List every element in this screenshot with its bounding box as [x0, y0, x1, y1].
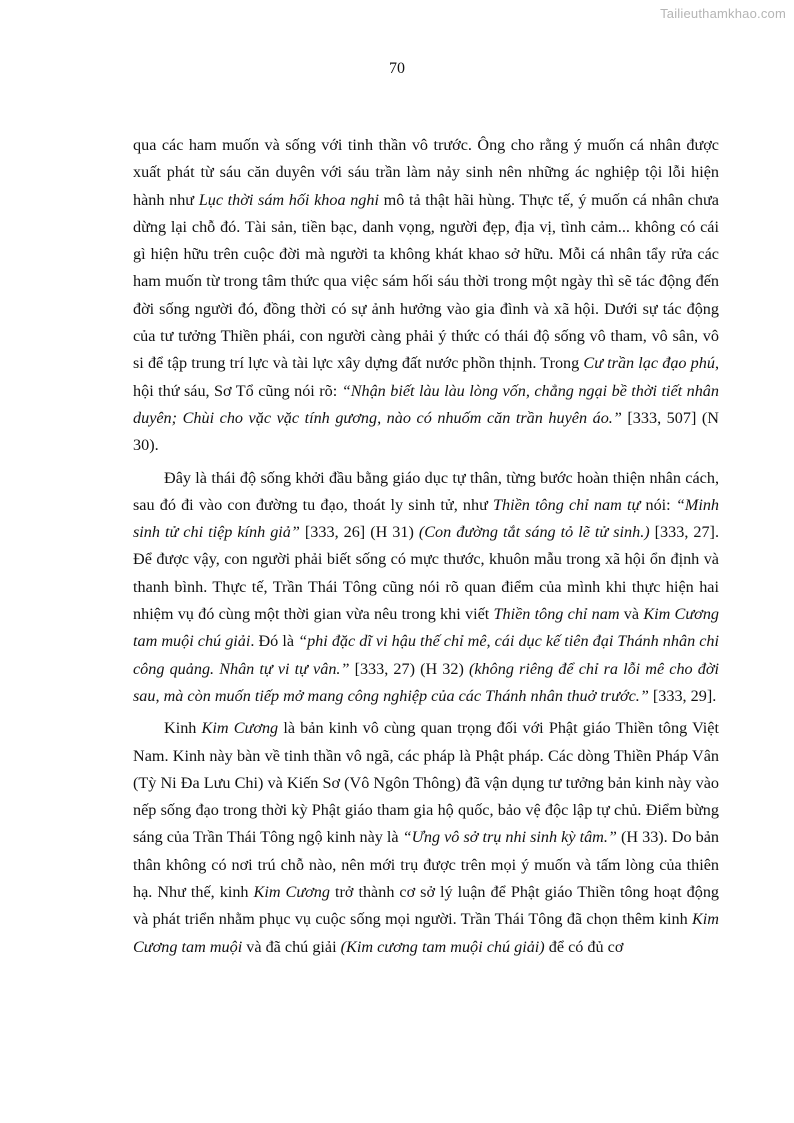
text-segment: và — [619, 605, 644, 624]
paragraph — [133, 465, 719, 711]
text-segment: (H 33). Do bản thân không có nơi trú chỗ nào, nên mới trụ được trên mọi ý muốn và tấm lòng của thiên hạ. Như thế, kinh — [133, 828, 719, 902]
italic-text: “Nhận biết làu làu lòng vốn, chẳng ngại bề thời tiết nhân duyên; Chùi cho vặc vặc tính gương, nào có nhuốm căn trần huyên áo.” — [133, 381, 719, 427]
text-segment: là bản kinh vô cùng quan trọng đối với Phật giáo Thiền tông Việt Nam. Kinh này bàn về tinh thần vô ngã, các pháp là Phật pháp. Các dòng Thiền Pháp Vân (Tỳ Ni Đa Lưu Chi) và Kiến Sơ (Vô Ngôn Thông) đã vận dụng tư tưởng bản kinh này vào nếp sống đạo trong thời kỳ Phật giáo tham gia hộ quốc, bảo vệ độc lập tự chủ. Điểm bừng sáng của Trần Thái Tông ngộ kinh này là — [133, 719, 719, 847]
text-segment: [333, 27]. Để được vậy, con người phải biết sống có mực thước, khuôn mẫu trong xã hội ổn định và thanh bình. Thực tế, Trần Thái Tông cũng nói rõ quan điểm của mình khi thực hiện hai nhiệm vụ đó cùng một thời gian vừa nêu trong khi viết — [133, 523, 719, 624]
document-body — [133, 132, 719, 966]
italic-text: Cư trần lạc đạo phú — [583, 354, 715, 373]
italic-text: “Ưng vô sở trụ nhi sinh kỳ tâm.” — [402, 828, 617, 847]
text-segment: Đây là thái độ sống khởi đầu bằng giáo dục tự thân, từng bước hoàn thiện nhân cách, sau đó đi vào con đường tu đạo, thoát ly sinh tử, như — [133, 468, 719, 514]
text-segment: [333, 27) (H 32) — [349, 659, 469, 678]
italic-text: (Kim cương tam muội chú giải) — [340, 937, 545, 956]
italic-text: Kim Cương — [201, 719, 279, 738]
paragraph — [133, 715, 719, 961]
italic-text: Kim Cương — [253, 883, 330, 902]
italic-text: “phi đặc dĩ vi hậu thế chỉ mê, cái dục kế tiên đại Thánh nhân chi công quảng. Nhân tự vi tự vân.” — [133, 632, 720, 678]
text-segment: trở thành cơ sở lý luận để Phật giáo Thiền tông hoạt động và phát triển nhằm phục vụ cuộc sống mọi người. Trần Thái Tông đã chọn thêm kinh — [133, 883, 720, 929]
text-segment: [333, 26] (H 31) — [299, 523, 419, 542]
italic-text: (Con đường tắt sáng tỏ lẽ tử sinh.) — [418, 523, 650, 542]
text-segment: , hội thứ sáu, Sơ Tổ cũng nói rõ: — [133, 354, 719, 400]
text-segment: qua các ham muốn và sống với tinh thần vô trước. Ông cho rằng ý muốn cá nhân được xuất phát từ sáu căn duyên với sáu trần làm nảy sinh nên những ác nghiệp tội lỗi hiện hành như — [133, 136, 719, 209]
text-segment: mô tả thật hãi hùng. Thực tế, ý muốn cá nhân chưa dừng lại chỗ đó. Tài sản, tiền bạc, danh vọng, người đẹp, địa vị, tình cảm... không có cái gì hiện hữu trên cuộc đời mà người ta không khát khao sở hữu. Mỗi cá nhân tẩy rửa các ham muốn từ trong tâm thức qua việc sám hối sáu thời trong một ngày thì sẽ tác động đến đời sống người đó, đồng thời có sự ảnh hưởng vào gia đình và xã hội. Dưới sự tác động của tư tưởng Thiền phái, con người càng phải ý thức có thái độ sống vô tham, vô sân, vô si để tập trung trí lực và tài lực xây dựng đất nước phồn thịnh. Trong — [133, 190, 719, 373]
italic-text: Thiền tông chỉ nam tự — [493, 495, 641, 514]
italic-text: “Minh sinh tử chi tiệp kính giả” — [133, 495, 720, 542]
watermark: Tailieuthamkhao.com — [660, 6, 786, 21]
text-segment: và đã chú giải — [242, 937, 341, 956]
text-segment: [333, 507] (N 30). — [133, 408, 719, 455]
text-segment: Kinh — [164, 719, 202, 738]
text-segment: [333, 29]. — [648, 686, 717, 705]
italic-text: Lục thời sám hối khoa nghi — [198, 190, 379, 209]
paragraph — [133, 132, 719, 460]
italic-text: Kim Cương tam muội chú giải — [133, 605, 720, 651]
text-segment: . Đó là — [250, 632, 299, 651]
page-number: 70 — [389, 60, 405, 77]
italic-text: Kim Cương tam muội — [133, 910, 719, 956]
text-segment: nói: — [640, 495, 676, 514]
italic-text: (không riêng để chỉ ra lỗi mê cho đời sau, mà còn muốn tiếp mở mang công nghiệp của các Thánh nhân thuở trước.” — [133, 659, 719, 705]
italic-text: Thiền tông chỉ nam — [493, 605, 620, 624]
text-segment: để có đủ cơ — [544, 937, 624, 956]
